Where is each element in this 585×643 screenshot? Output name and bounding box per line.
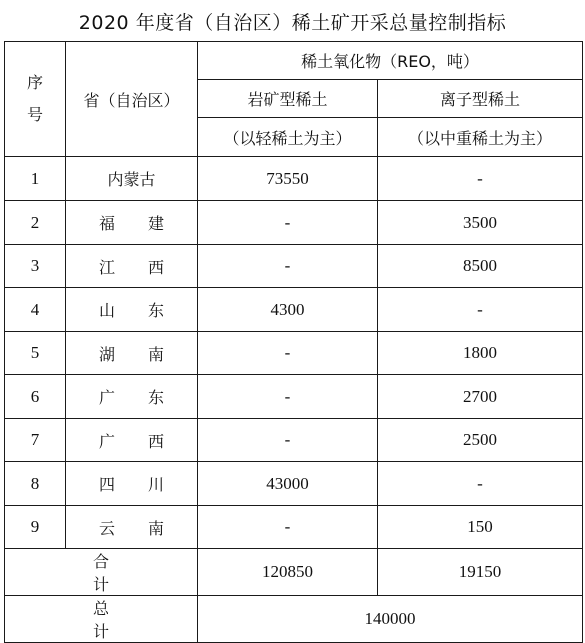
row-province: 四 川 (66, 462, 198, 506)
table-row (5, 506, 583, 549)
seq-header-line2: 号 (26, 105, 43, 124)
ion-type-subheader: （以中重稀土为主） (378, 118, 583, 157)
row-ion-value: - (378, 157, 583, 201)
grand-total-row (5, 596, 583, 643)
row-seq: 6 (5, 375, 66, 419)
row-seq: 4 (5, 288, 66, 332)
row-seq: 8 (5, 462, 66, 506)
row-ion-value: 1800 (378, 332, 583, 375)
table-row (5, 462, 583, 506)
row-province: 福 建 (66, 201, 198, 245)
row-province: 山 东 (66, 288, 198, 332)
row-ion-value: 8500 (378, 245, 583, 288)
table-row (5, 332, 583, 375)
row-seq: 3 (5, 245, 66, 288)
rock-type-subheader: （以轻稀土为主） (198, 118, 378, 157)
subtotal-ion-value: 19150 (378, 549, 583, 596)
table-row (5, 288, 583, 332)
table-row (5, 157, 583, 201)
row-rock-value: 4300 (198, 288, 378, 332)
row-rock-value: 43000 (198, 462, 378, 506)
row-province: 广 东 (66, 375, 198, 419)
row-ion-value: 2500 (378, 419, 583, 462)
table-row (5, 375, 583, 419)
header-row-1 (5, 42, 583, 80)
row-seq: 2 (5, 201, 66, 245)
row-rock-value: - (198, 506, 378, 549)
table-row (5, 245, 583, 288)
row-ion-value: - (378, 462, 583, 506)
table-title: 2020 年度省（自治区）稀土矿开采总量控制指标 (78, 12, 507, 34)
table-row (5, 201, 583, 245)
seq-column-header (5, 42, 66, 157)
row-rock-value: - (198, 201, 378, 245)
subtotal-label: 合 计 (5, 549, 198, 596)
row-ion-value: 3500 (378, 201, 583, 245)
row-province: 内蒙古 (66, 157, 198, 201)
province-column-header: 省（自治区） (66, 42, 198, 157)
quota-table (4, 41, 583, 643)
row-rock-value: - (198, 419, 378, 462)
row-rock-value: - (198, 245, 378, 288)
row-rock-value: 73550 (198, 157, 378, 201)
row-seq: 7 (5, 419, 66, 462)
row-province: 湖 南 (66, 332, 198, 375)
grand-total-value: 140000 (198, 596, 583, 643)
row-rock-value: - (198, 375, 378, 419)
row-ion-value: - (378, 288, 583, 332)
table-row (5, 419, 583, 462)
row-province: 云 南 (66, 506, 198, 549)
ion-type-header: 离子型稀土 (378, 80, 583, 118)
row-ion-value: 150 (378, 506, 583, 549)
row-rock-value: - (198, 332, 378, 375)
grand-total-label: 总 计 (5, 596, 198, 643)
row-seq: 1 (5, 157, 66, 201)
row-seq: 9 (5, 506, 66, 549)
reo-group-header: 稀土氧化物（REO，吨） (198, 42, 583, 80)
row-ion-value: 2700 (378, 375, 583, 419)
rock-type-header: 岩矿型稀土 (198, 80, 378, 118)
subtotal-row (5, 549, 583, 596)
row-province: 江 西 (66, 245, 198, 288)
seq-header-line1: 序 (26, 73, 43, 92)
row-seq: 5 (5, 332, 66, 375)
row-province: 广 西 (66, 419, 198, 462)
subtotal-rock-value: 120850 (198, 549, 378, 596)
